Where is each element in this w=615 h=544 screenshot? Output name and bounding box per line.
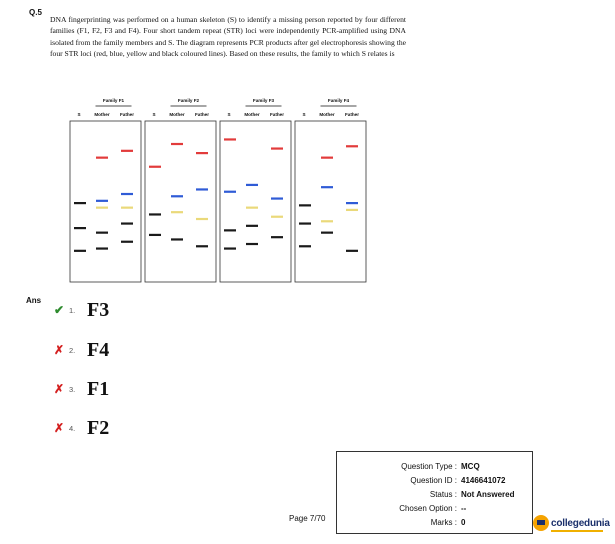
- answer-option-2[interactable]: [54, 338, 109, 362]
- gel-band-black: [224, 247, 236, 249]
- gel-band-yellow: [171, 211, 183, 213]
- question-info-box: [336, 451, 533, 534]
- logo-underline: [551, 530, 603, 532]
- gel-band-red: [346, 145, 358, 147]
- gel-band-black: [74, 202, 86, 204]
- info-question-type: Question Type : MCQ: [401, 462, 480, 471]
- info-marks: Marks : 0: [430, 518, 466, 527]
- gel-band-yellow: [96, 207, 108, 209]
- option-number: 1.: [69, 305, 76, 315]
- gel-band-red: [149, 166, 161, 168]
- cross-icon: ✗: [54, 382, 65, 396]
- gel-band-black: [246, 243, 258, 245]
- gel-band-black: [299, 245, 311, 247]
- gel-box: [145, 121, 216, 282]
- gel-band-red: [121, 150, 133, 152]
- question-text: DNA fingerprinting was performed on a human skeleton (S) to identify a missing person reported by four different families (F1, F2, F3 and F4). Four short tandem repeat (STR) loci were independently PCR-amplified using DNA isolated from the family members and S. The diagram represents PCR products after gel electrophoresis showing the four STR loci (red, blue, yellow and black coloured lines). Based on these results, the family to which S relates is: [50, 15, 406, 59]
- gel-lane-label: Mother: [169, 112, 185, 117]
- answer-label: Ans: [26, 296, 42, 305]
- gel-band-black: [74, 250, 86, 252]
- gel-lane-label: Father: [344, 112, 360, 117]
- gel-band-blue: [321, 186, 333, 188]
- gel-band-black: [121, 241, 133, 243]
- option-text: F1: [87, 377, 110, 400]
- info-question-id: Question ID : 4146641072: [410, 476, 506, 485]
- answer-option-3[interactable]: [54, 377, 109, 401]
- gel-band-red: [224, 138, 236, 140]
- gel-band-black: [74, 227, 86, 229]
- gel-band-black: [224, 229, 236, 231]
- gel-band-black: [96, 232, 108, 234]
- answer-option-1[interactable]: [54, 298, 109, 322]
- gel-band-black: [321, 232, 333, 234]
- gel-box: [295, 121, 366, 282]
- info-chosen-option: Chosen Option : --: [399, 504, 467, 513]
- info-status: Status : Not Answered: [429, 490, 515, 499]
- gel-band-black: [271, 236, 283, 238]
- check-icon: ✔: [54, 303, 65, 317]
- gel-band-red: [196, 152, 208, 154]
- gel-band-black: [171, 238, 183, 240]
- gel-lane-label: S: [227, 112, 231, 117]
- option-number: 2.: [69, 345, 76, 355]
- gel-lane-label: Mother: [319, 112, 335, 117]
- gel-band-black: [346, 250, 358, 252]
- page-number: Page 7/70: [289, 514, 326, 523]
- gel-lane-label: Father: [269, 112, 285, 117]
- gel-band-blue: [346, 202, 358, 204]
- gel-band-black: [299, 204, 311, 206]
- gel-band-black: [96, 247, 108, 249]
- answer-option-4[interactable]: [54, 416, 109, 440]
- gel-band-yellow: [321, 220, 333, 222]
- logo-text: collegedunia: [551, 517, 610, 529]
- gel-band-red: [321, 157, 333, 159]
- gel-lane-label: Father: [119, 112, 135, 117]
- gel-band-yellow: [271, 216, 283, 218]
- gel-band-blue: [171, 195, 183, 197]
- gel-band-yellow: [121, 207, 133, 209]
- option-number: 4.: [69, 423, 76, 433]
- gel-band-blue: [224, 191, 236, 193]
- gel-box: [70, 121, 141, 282]
- gel-lane-label: Mother: [94, 112, 110, 117]
- cross-icon: ✗: [54, 343, 65, 357]
- cross-icon: ✗: [54, 421, 65, 435]
- gel-band-black: [196, 245, 208, 247]
- gel-band-yellow: [246, 207, 258, 209]
- gel-lane-label: Father: [194, 112, 210, 117]
- gel-band-black: [149, 213, 161, 215]
- gel-band-blue: [96, 200, 108, 202]
- gel-band-blue: [196, 188, 208, 190]
- gel-band-yellow: [346, 209, 358, 211]
- gel-band-red: [271, 147, 283, 149]
- gel-family-title: Family F2: [177, 98, 200, 103]
- gel-band-black: [299, 222, 311, 224]
- option-text: F4: [87, 338, 110, 361]
- option-text: F3: [87, 298, 110, 321]
- gel-band-yellow: [196, 218, 208, 220]
- gel-family-title: Family F3: [252, 98, 275, 103]
- collegedunia-logo: [533, 515, 610, 531]
- gel-band-red: [171, 143, 183, 145]
- question-number: Q.5: [29, 8, 42, 17]
- logo-icon: [533, 515, 549, 531]
- gel-band-black: [149, 234, 161, 236]
- gel-band-blue: [246, 184, 258, 186]
- gel-lane-label: S: [77, 112, 81, 117]
- option-text: F2: [87, 416, 110, 439]
- gel-lane-label: S: [152, 112, 156, 117]
- gel-band-blue: [271, 197, 283, 199]
- gel-band-black: [121, 222, 133, 224]
- gel-band-red: [96, 157, 108, 159]
- gel-family-title: Family F4: [327, 98, 350, 103]
- gel-lane-label: Mother: [244, 112, 260, 117]
- gel-band-blue: [121, 193, 133, 195]
- gel-box: [220, 121, 291, 282]
- gel-family-title: Family F1: [102, 98, 125, 103]
- gel-band-black: [246, 225, 258, 227]
- gel-lane-label: S: [302, 112, 306, 117]
- option-number: 3.: [69, 384, 76, 394]
